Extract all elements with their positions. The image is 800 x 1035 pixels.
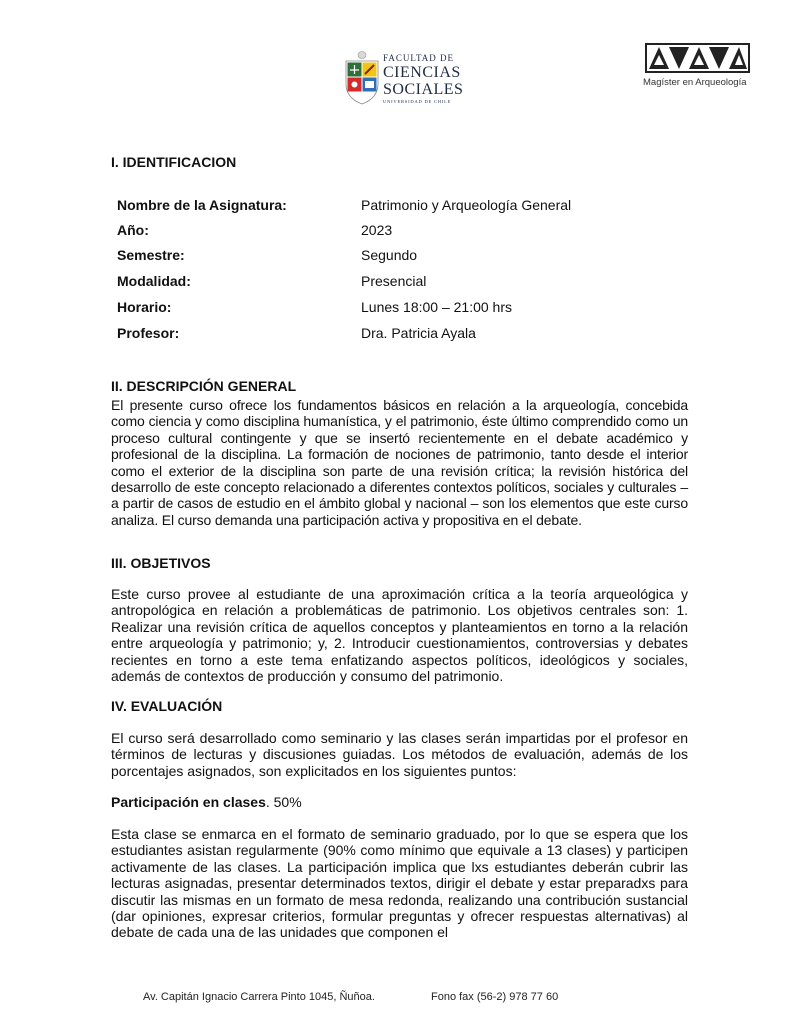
section-identificacion-heading: I. IDENTIFICACION (111, 154, 237, 170)
section-descripcion-heading: II. DESCRIPCIÓN GENERAL (111, 378, 297, 394)
section-objetivos-heading: III. OBJETIVOS (111, 555, 211, 571)
program-logo-caption: Magíster en Arqueología (643, 77, 747, 88)
participation-heading (111, 794, 302, 810)
id-label-ano: Año: (117, 222, 149, 238)
faculty-logo-line2: CIENCIAS (383, 64, 461, 81)
section-objetivos-body: Este curso provee al estudiante de una aproximación crítica a la teoría arqueológica y antropológica en relación a problemáticas de patrimonio. Los objetivos centrales son: 1. Realizar una revisión crítica de aquellos conceptos y planteamientos en torno a la relación entre arqueología y patrimonio; y, 2. Introducir cuestionamientos, controversias y debates recientes en torno a este tema enfatizando aspectos políticos, ideológicos y sociales, además de contextos de producción y consumo del patrimonio. (111, 586, 688, 685)
program-emblem-icon (645, 43, 750, 73)
university-shield-icon (343, 50, 381, 106)
faculty-logo (343, 50, 483, 106)
id-label-semestre: Semestre: (117, 247, 185, 263)
id-value-semestre: Segundo (361, 247, 418, 263)
participation-label: Participación en clases (111, 794, 266, 810)
id-label-horario: Horario: (117, 299, 172, 315)
faculty-logo-line4: UNIVERSIDAD DE CHILE (383, 99, 452, 104)
faculty-logo-line1: FACULTAD DE (383, 53, 455, 63)
id-value-horario: Lunes 18:00 – 21:00 hrs (361, 299, 513, 315)
footer-address: Av. Capitán Ignacio Carrera Pinto 1045, Ñuñoa. (143, 991, 375, 1003)
faculty-logo-line3: SOCIALES (383, 81, 464, 98)
faculty-wordmark (383, 54, 463, 105)
id-value-modalidad: Presencial (361, 273, 427, 289)
id-value-asignatura: Patrimonio y Arqueología General (361, 197, 572, 213)
participation-body: Esta clase se enmarca en el formato de seminario graduado, por lo que se espera que los estudiantes asistan regularmente (90% como mínimo que equivale a 13 clases) y participen activamente de las clases. La participación implica que lxs estudiantes deberán cubrir las lecturas asignadas, presentar determinados textos, dirigir el debate y estar preparadxs para discutir las mismas en un formato de mesa redonda, realizando una contribución sustancial (dar opiniones, expresar criterios, formular preguntas y ofrecer respuestas alternativas) al debate de cada una de las unidades que componen el (111, 826, 688, 941)
id-value-ano: 2023 (361, 222, 393, 238)
footer-phone: Fono fax (56-2) 978 77 60 (431, 991, 559, 1003)
participation-percent: . 50% (265, 794, 302, 810)
section-evaluacion-heading: IV. EVALUACIÓN (111, 698, 223, 714)
id-label-asignatura: Nombre de la Asignatura: (117, 197, 287, 213)
section-evaluacion-intro: El curso será desarrollado como seminario y las clases serán impartidas por el profesor en términos de lecturas y discusiones guiadas. Los métodos de evaluación, además de los porcentajes asignados, son explicitados en los siguientes puntos: (111, 730, 688, 779)
program-logo (643, 43, 758, 93)
id-label-modalidad: Modalidad: (117, 273, 191, 289)
id-label-profesor: Profesor: (117, 325, 180, 341)
id-value-profesor: Dra. Patricia Ayala (361, 325, 476, 341)
section-descripcion-body: El presente curso ofrece los fundamentos básicos en relación a la arqueología, concebida como ciencia y como disciplina humanística, y el patrimonio, éste último comprendido como un proceso cultural contingente y que se insertó recientemente en el debate académico y profesional de la disciplina. La formación de nociones de patrimonio, tanto desde el interior como el exterior de la disciplina son parte de una revisión crítica; la revisión histórica del desarrollo de este concepto relacionado a diferentes contextos políticos, sociales y culturales – a partir de casos de estudio en el ámbito global y nacional – son los elementos que este curso analiza. El curso demanda una participación activa y propositiva en el debate. (111, 397, 688, 528)
